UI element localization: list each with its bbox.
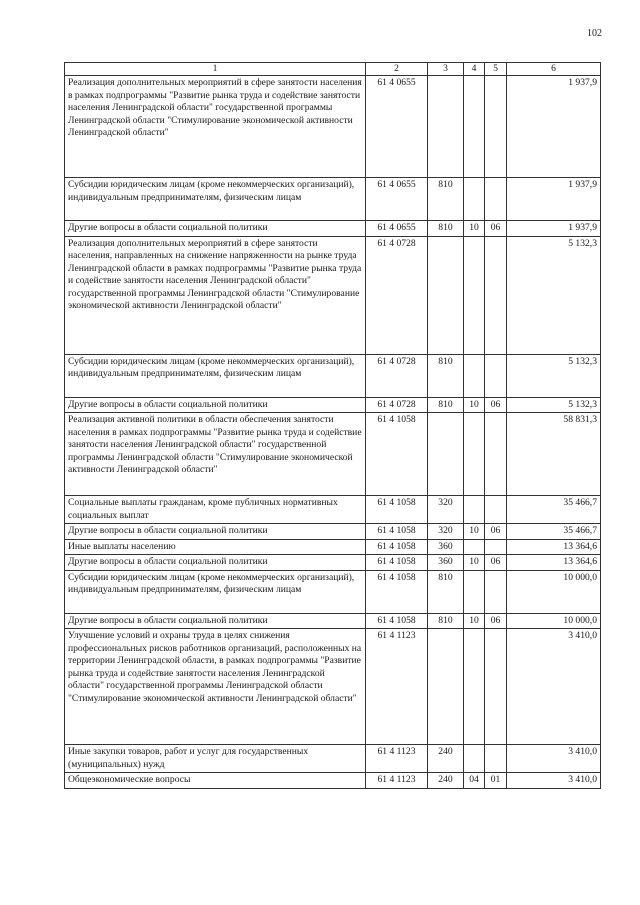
cell-subsection: 06	[485, 397, 507, 412]
cell-name: Субсидии юридическим лицам (кроме некоммерческих организаций), индивидуальным предпринимателям, физическим лицам	[65, 354, 366, 397]
column-header-subsection: 5	[485, 63, 507, 76]
cell-amount: 3 410,0	[507, 773, 601, 788]
cell-name: Реализация дополнительных мероприятий в сфере занятости населения, направленных на снижение напряженности на рынке труда Ленинградской области в рамках подпрограммы "Развитие рынка труда и содействие занятости населения Ленинградской области" государственной программы Ленинградской области "Стимулирование экономической активности Ленинградской области"	[65, 236, 366, 354]
cell-section	[464, 539, 485, 554]
cell-name: Другие вопросы в области социальной политики	[65, 221, 366, 236]
cell-subsection	[485, 496, 507, 524]
cell-amount: 13 364,6	[507, 539, 601, 554]
cell-amount: 1 937,9	[507, 178, 601, 221]
table-row	[65, 354, 601, 397]
cell-amount: 1 937,9	[507, 221, 601, 236]
cell-name: Другие вопросы в области социальной политики	[65, 524, 366, 539]
cell-subsection	[485, 570, 507, 613]
table-row	[65, 221, 601, 236]
cell-section: 10	[464, 555, 485, 570]
cell-subsection	[485, 413, 507, 496]
cell-subsection	[485, 629, 507, 745]
cell-subsection: 01	[485, 773, 507, 788]
column-header-amount: 6	[507, 63, 601, 76]
column-header-code: 2	[366, 63, 428, 76]
cell-name: Улучшение условий и охраны труда в целях снижения профессиональных рисков работников организаций, расположенных на территории Ленинградской области, в рамках подпрограммы "Развитие рынка труда и содействие занятости населения Ленинградской области" государственной программы Ленинградской области "Стимулирование экономической активности Ленинградской области"	[65, 629, 366, 745]
cell-amount: 3 410,0	[507, 745, 601, 773]
cell-code: 61 4 0655	[366, 178, 428, 221]
cell-subsection: 06	[485, 221, 507, 236]
cell-type: 240	[428, 773, 464, 788]
cell-subsection	[485, 745, 507, 773]
cell-code: 61 4 1058	[366, 613, 428, 628]
cell-type: 360	[428, 539, 464, 554]
column-header-name: 1	[65, 63, 366, 76]
cell-code: 61 4 0655	[366, 221, 428, 236]
cell-subsection	[485, 76, 507, 178]
cell-type: 240	[428, 745, 464, 773]
cell-code: 61 4 1058	[366, 524, 428, 539]
cell-name: Другие вопросы в области социальной политики	[65, 613, 366, 628]
cell-section	[464, 354, 485, 397]
table-row	[65, 236, 601, 354]
cell-subsection	[485, 354, 507, 397]
table-row	[65, 745, 601, 773]
table-row	[65, 397, 601, 412]
column-header-section: 4	[464, 63, 485, 76]
cell-name: Иные закупки товаров, работ и услуг для государственных (муниципальных) нужд	[65, 745, 366, 773]
cell-code: 61 4 1058	[366, 539, 428, 554]
table-row	[65, 773, 601, 788]
cell-name: Общеэкономические вопросы	[65, 773, 366, 788]
cell-subsection	[485, 236, 507, 354]
cell-type: 810	[428, 354, 464, 397]
cell-name: Реализация дополнительных мероприятий в сфере занятости населения в рамках подпрограммы "Развитие рынка труда и содействие занятости населения Ленинградской области" государственной программы Ленинградской области "Стимулирование экономической активности Ленинградской области"	[65, 76, 366, 178]
cell-type	[428, 413, 464, 496]
table-row	[65, 178, 601, 221]
cell-code: 61 4 1123	[366, 745, 428, 773]
cell-code: 61 4 1058	[366, 496, 428, 524]
cell-amount: 1 937,9	[507, 76, 601, 178]
cell-subsection: 06	[485, 613, 507, 628]
cell-code: 61 4 0728	[366, 236, 428, 354]
cell-amount: 58 831,3	[507, 413, 601, 496]
cell-subsection: 06	[485, 524, 507, 539]
cell-section	[464, 76, 485, 178]
cell-name: Социальные выплаты гражданам, кроме публичных нормативных социальных выплат	[65, 496, 366, 524]
cell-type: 320	[428, 524, 464, 539]
cell-code: 61 4 1058	[366, 413, 428, 496]
table-row	[65, 524, 601, 539]
cell-amount: 5 132,3	[507, 354, 601, 397]
cell-code: 61 4 0728	[366, 397, 428, 412]
cell-name: Другие вопросы в области социальной политики	[65, 555, 366, 570]
cell-section	[464, 745, 485, 773]
cell-type: 320	[428, 496, 464, 524]
cell-section: 10	[464, 524, 485, 539]
cell-section: 10	[464, 397, 485, 412]
cell-amount: 10 000,0	[507, 613, 601, 628]
table-row	[65, 613, 601, 628]
cell-subsection: 06	[485, 555, 507, 570]
table-row	[65, 555, 601, 570]
cell-section	[464, 570, 485, 613]
cell-amount: 5 132,3	[507, 236, 601, 354]
page-number: 102	[587, 28, 602, 39]
cell-section: 04	[464, 773, 485, 788]
cell-type	[428, 236, 464, 354]
cell-subsection	[485, 178, 507, 221]
table-row	[65, 629, 601, 745]
cell-name: Реализация активной политики в области обеспечения занятости населения в рамках подпрограммы "Развитие рынка труда и содействие занятости населения Ленинградской области" государственной программы Ленинградской области "Стимулирование экономической активности Ленинградской области"	[65, 413, 366, 496]
table-row	[65, 413, 601, 496]
cell-name: Субсидии юридическим лицам (кроме некоммерческих организаций), индивидуальным предпринимателям, физическим лицам	[65, 178, 366, 221]
table-row	[65, 76, 601, 178]
cell-code: 61 4 0728	[366, 354, 428, 397]
cell-section	[464, 236, 485, 354]
cell-amount: 10 000,0	[507, 570, 601, 613]
cell-code: 61 4 1058	[366, 555, 428, 570]
column-header-type: 3	[428, 63, 464, 76]
table-header-row	[65, 63, 601, 76]
cell-amount: 5 132,3	[507, 397, 601, 412]
cell-amount: 35 466,7	[507, 524, 601, 539]
cell-type: 360	[428, 555, 464, 570]
table-row	[65, 570, 601, 613]
cell-code: 61 4 1058	[366, 570, 428, 613]
table-row	[65, 496, 601, 524]
cell-type: 810	[428, 178, 464, 221]
cell-type	[428, 629, 464, 745]
cell-name: Субсидии юридическим лицам (кроме некоммерческих организаций), индивидуальным предпринимателям, физическим лицам	[65, 570, 366, 613]
cell-section: 10	[464, 221, 485, 236]
cell-code: 61 4 1123	[366, 773, 428, 788]
cell-type: 810	[428, 570, 464, 613]
cell-code: 61 4 0655	[366, 76, 428, 178]
cell-section	[464, 413, 485, 496]
cell-name: Другие вопросы в области социальной политики	[65, 397, 366, 412]
cell-amount: 3 410,0	[507, 629, 601, 745]
cell-section	[464, 496, 485, 524]
budget-table	[64, 62, 601, 789]
table-row	[65, 539, 601, 554]
cell-amount: 13 364,6	[507, 555, 601, 570]
cell-section: 10	[464, 613, 485, 628]
cell-type: 810	[428, 613, 464, 628]
cell-name: Иные выплаты населению	[65, 539, 366, 554]
cell-type: 810	[428, 221, 464, 236]
cell-subsection	[485, 539, 507, 554]
cell-amount: 35 466,7	[507, 496, 601, 524]
cell-code: 61 4 1123	[366, 629, 428, 745]
cell-section	[464, 178, 485, 221]
cell-type	[428, 76, 464, 178]
cell-type: 810	[428, 397, 464, 412]
cell-section	[464, 629, 485, 745]
